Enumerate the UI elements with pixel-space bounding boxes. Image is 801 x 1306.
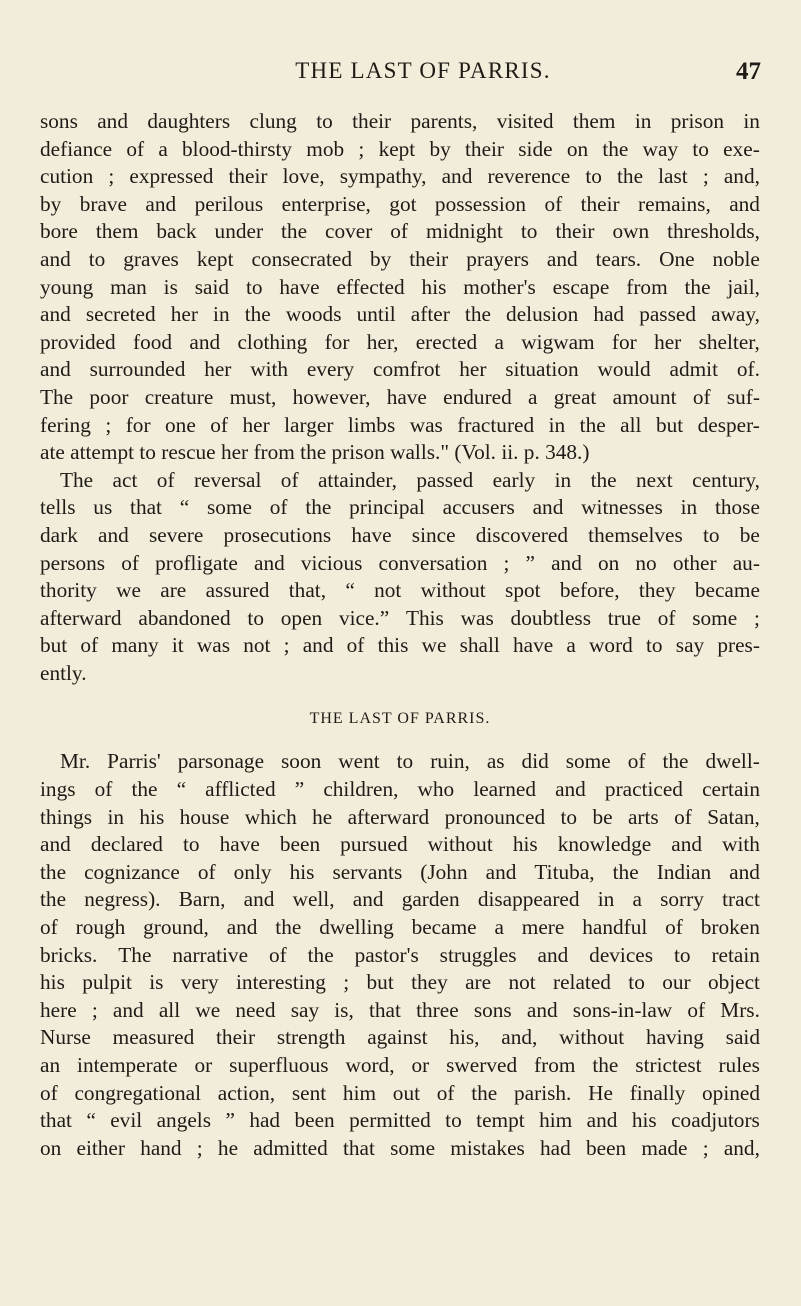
text-line: bore them back under the cover of midnight to their own thresholds, <box>40 219 760 244</box>
body-text <box>40 108 760 1162</box>
text-line: by brave and perilous enterprise, got possession of their remains, and <box>40 191 760 216</box>
text-line: Mr. Parris' parsonage soon went to ruin, as did some of the dwell- <box>60 749 760 774</box>
text-line: but of many it was not ; and of this we shall have a word to say pres- <box>40 633 760 658</box>
text-line: an intemperate or superfluous word, or swerved from the strictest rules <box>40 1053 760 1077</box>
text-line: ate attempt to rescue her from the prison walls." (Vol. ii. p. 348.) <box>40 440 590 465</box>
section-heading: THE LAST OF PARRIS. <box>309 710 491 728</box>
text-line: bricks. The narrative of the pastor's struggles and devices to retain <box>40 942 760 967</box>
text-line: his pulpit is very interesting ; but they are not related to our object <box>40 970 760 995</box>
text-line: here ; and all we need say is, that three sons and sons-in-law of Mrs. <box>40 997 760 1022</box>
text-line: of rough ground, and the dwelling became a mere handful of broken <box>40 915 760 940</box>
text-line: young man is said to have effected his mother's escape from the jail, <box>40 274 760 299</box>
text-line: ently. <box>40 660 87 685</box>
text-line: things in his house which he afterward pronounced to be arts of Satan, <box>40 804 760 829</box>
text-line: fering ; for one of her larger limbs was fractured in the all but desper- <box>40 412 760 437</box>
text-line: the cognizance of only his servants (John and Tituba, the Indian and <box>40 859 760 884</box>
paragraph-2 <box>40 467 760 688</box>
text-line: afterward abandoned to open vice.” This was doubtless true of some ; <box>40 605 760 630</box>
text-line: ings of the “ afflicted ” children, who learned and practiced certain <box>40 777 760 802</box>
text-line: on either hand ; he admitted that some mistakes had been made ; and, <box>40 1135 760 1160</box>
text-line: thority we are assured that, “ not without spot before, they became <box>40 578 760 603</box>
text-line: tells us that “ some of the principal accusers and witnesses in those <box>40 495 760 520</box>
text-line: of congregational action, sent him out of the parish. He finally opined <box>40 1080 760 1105</box>
paragraph-3 <box>40 748 760 1162</box>
text-line: defiance of a blood-thirsty mob ; kept by their side on the way to exe- <box>40 136 760 161</box>
page-number: 47 <box>736 58 761 85</box>
paragraph-1 <box>40 108 760 467</box>
text-line: persons of profligate and vicious conversation ; ” and on no other au- <box>40 550 760 575</box>
text-line: The poor creature must, however, have endured a great amount of suf- <box>40 384 760 409</box>
text-line: that “ evil angels ” had been permitted to tempt him and his coadjutors <box>40 1108 760 1133</box>
text-line: and declared to have been pursued without his knowledge and with <box>40 832 760 857</box>
running-head: THE LAST OF PARRIS. <box>295 58 551 83</box>
text-line: cution ; expressed their love, sympathy, and reverence to the last ; and, <box>40 164 760 189</box>
text-line: Nurse measured their strength against his, and, without having said <box>40 1025 760 1050</box>
text-line: dark and severe prosecutions have since discovered themselves to be <box>40 522 760 547</box>
text-line: and to graves kept consecrated by their prayers and tears. One noble <box>40 246 760 271</box>
text-line: sons and daughters clung to their parents, visited them in prison in <box>40 109 760 133</box>
text-line: provided food and clothing for her, erected a wigwam for her shelter, <box>40 329 760 354</box>
text-line: and surrounded her with every comfrot her situation would admit of. <box>40 357 760 382</box>
text-line: The act of reversal of attainder, passed early in the next century, <box>60 467 760 492</box>
text-line: and secreted her in the woods until after the delusion had passed away, <box>40 302 760 327</box>
text-line: the negress). Barn, and well, and garden disappeared in a sorry tract <box>40 887 760 912</box>
